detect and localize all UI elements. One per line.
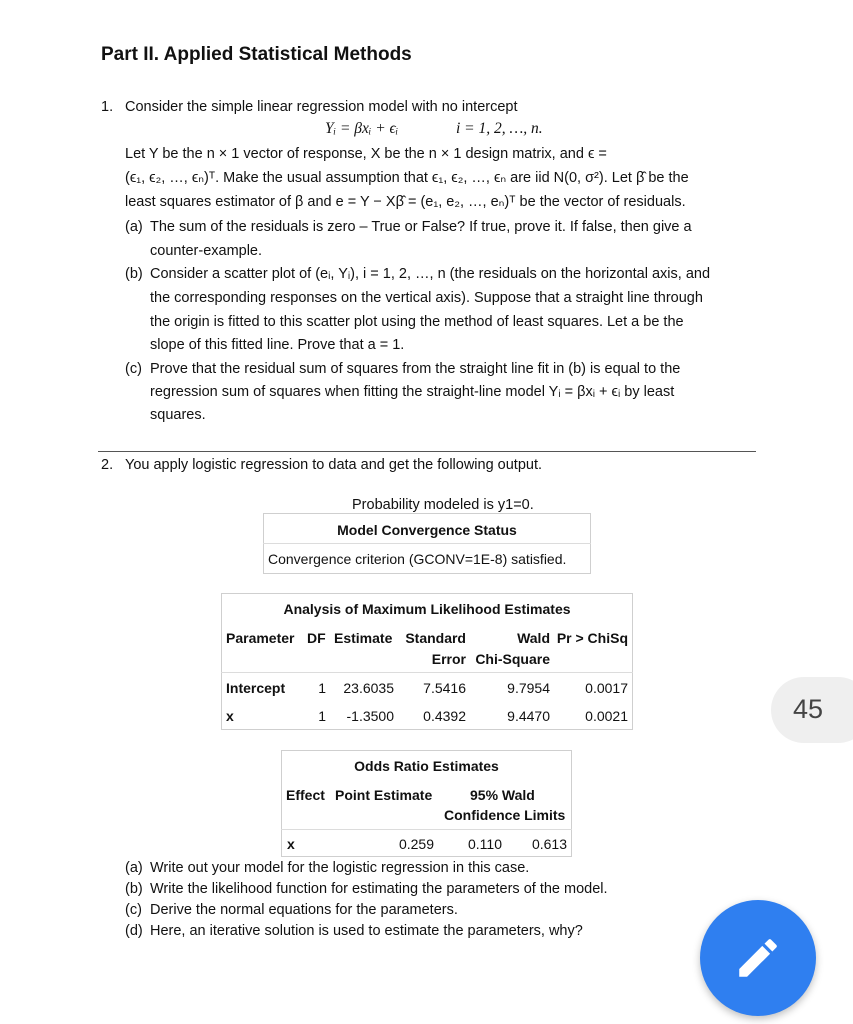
mle-row-x-df: 1 xyxy=(318,708,326,724)
edit-button[interactable] xyxy=(700,900,816,1016)
q2d-text: Here, an iterative solution is used to estimate the parameters, why? xyxy=(150,923,583,939)
q1c-line2: regression sum of squares when fitting the straight-line model Yᵢ = βxᵢ + ϵᵢ by least xyxy=(150,384,675,400)
mle-header-standard: Standard xyxy=(405,630,466,646)
q1a-label: (a) xyxy=(125,219,143,235)
pencil-icon xyxy=(733,933,783,983)
mle-row-x-stderr: 0.4392 xyxy=(423,708,466,724)
q1c-label: (c) xyxy=(125,361,142,377)
mle-header-df: DF xyxy=(307,630,326,646)
q2a-label: (a) xyxy=(125,860,143,876)
q1a-line1: The sum of the residuals is zero – True or False? If true, prove it. If false, then give a xyxy=(150,219,692,235)
section-divider xyxy=(98,451,756,452)
q1b-line2: the corresponding responses on the vertical axis). Suppose that a straight line through xyxy=(150,290,703,306)
q1-index-range: i = 1, 2, …, n. xyxy=(456,120,543,137)
q1-text-line3: least squares estimator of β and e = Y − Xβ̂ = (e₁, e₂, …, eₙ)ᵀ be the vector of residuals. xyxy=(125,194,686,210)
q1b-line3: the origin is fitted to this scatter plot using the method of least squares. Let a be the xyxy=(150,314,684,330)
mle-row-intercept-estimate: 23.6035 xyxy=(343,680,394,696)
mle-header-chisquare: Chi-Square xyxy=(475,651,550,667)
page-title: Part II. Applied Statistical Methods xyxy=(101,44,412,65)
q2-number: 2. xyxy=(101,457,114,473)
q2a-text: Write out your model for the logistic regression in this case. xyxy=(150,860,530,876)
convergence-title: Model Convergence Status xyxy=(337,522,517,538)
mle-row-x-pvalue: 0.0021 xyxy=(585,708,628,724)
odds-row-upper-limit: 0.613 xyxy=(531,836,567,852)
q1-text-line2: (ϵ₁, ϵ₂, …, ϵₙ)ᵀ. Make the usual assumption that ϵ₁, ϵ₂, …, ϵₙ are iid N(0, σ²). Let β̂ be the xyxy=(125,170,689,186)
q1a-line2: counter-example. xyxy=(150,243,263,259)
convergence-text: Convergence criterion (GCONV=1E-8) satisfied. xyxy=(268,551,567,567)
odds-row-effect: x xyxy=(287,836,295,852)
mle-header-divider xyxy=(221,672,633,673)
mle-row-x-wald: 9.4470 xyxy=(507,708,550,724)
mle-header-wald: Wald xyxy=(517,630,550,646)
mle-row-intercept-stderr: 7.5416 xyxy=(423,680,466,696)
q1b-label: (b) xyxy=(125,266,143,282)
odds-header-wald: 95% Wald xyxy=(470,787,535,803)
q2d-label: (d) xyxy=(125,923,143,939)
q2-intro: You apply logistic regression to data and get the following output. xyxy=(125,457,543,473)
q2b-text: Write the likelihood function for estimating the parameters of the model. xyxy=(150,881,608,897)
q2b-label: (b) xyxy=(125,881,143,897)
mle-row-intercept-parameter: Intercept xyxy=(226,680,286,696)
q1b-line1: Consider a scatter plot of (eᵢ, Yᵢ), i = 1, 2, …, n (the residuals on the horizontal axis, and xyxy=(150,266,711,282)
q2c-label: (c) xyxy=(125,902,142,918)
q1b-line4: slope of this fitted line. Prove that a = 1. xyxy=(150,337,405,353)
mle-header-pvalue: Pr > ChiSq xyxy=(556,630,628,646)
q1-intro: Consider the simple linear regression model with no intercept xyxy=(125,99,518,115)
odds-header-confidence-limits: Confidence Limits xyxy=(444,807,566,823)
odds-row-point-estimate: 0.259 xyxy=(398,836,434,852)
q1c-line3: squares. xyxy=(150,407,206,423)
mle-row-x-estimate: -1.3500 xyxy=(346,708,394,724)
convergence-divider xyxy=(263,543,591,544)
odds-header-effect: Effect xyxy=(286,787,325,803)
mle-header-estimate: Estimate xyxy=(334,630,393,646)
q2c-text: Derive the normal equations for the parameters. xyxy=(150,902,458,918)
odds-header-divider xyxy=(281,829,572,830)
mle-row-intercept-wald: 9.7954 xyxy=(507,680,550,696)
mle-row-intercept-df: 1 xyxy=(318,680,326,696)
q1c-line1: Prove that the residual sum of squares from the straight line fit in (b) is equal to the xyxy=(150,361,681,377)
odds-row-lower-limit: 0.110 xyxy=(468,836,502,852)
probability-modeled: Probability modeled is y1=0. xyxy=(352,497,534,513)
mle-row-intercept-pvalue: 0.0017 xyxy=(585,680,628,696)
mle-title: Analysis of Maximum Likelihood Estimates xyxy=(283,601,571,617)
odds-header-point-estimate: Point Estimate xyxy=(335,787,433,803)
mle-row-x-parameter: x xyxy=(226,708,234,724)
odds-title: Odds Ratio Estimates xyxy=(354,758,499,774)
q1-number: 1. xyxy=(101,99,114,115)
mle-header-error: Error xyxy=(431,651,466,667)
q1-text-line1: Let Y be the n × 1 vector of response, X be the n × 1 design matrix, and ϵ = xyxy=(125,146,607,162)
mle-header-parameter: Parameter xyxy=(226,630,295,646)
page-number: 45 xyxy=(793,694,824,724)
q1-model-equation: Yᵢ = βxᵢ + ϵᵢ xyxy=(325,120,399,137)
page-number-badge xyxy=(771,677,853,743)
